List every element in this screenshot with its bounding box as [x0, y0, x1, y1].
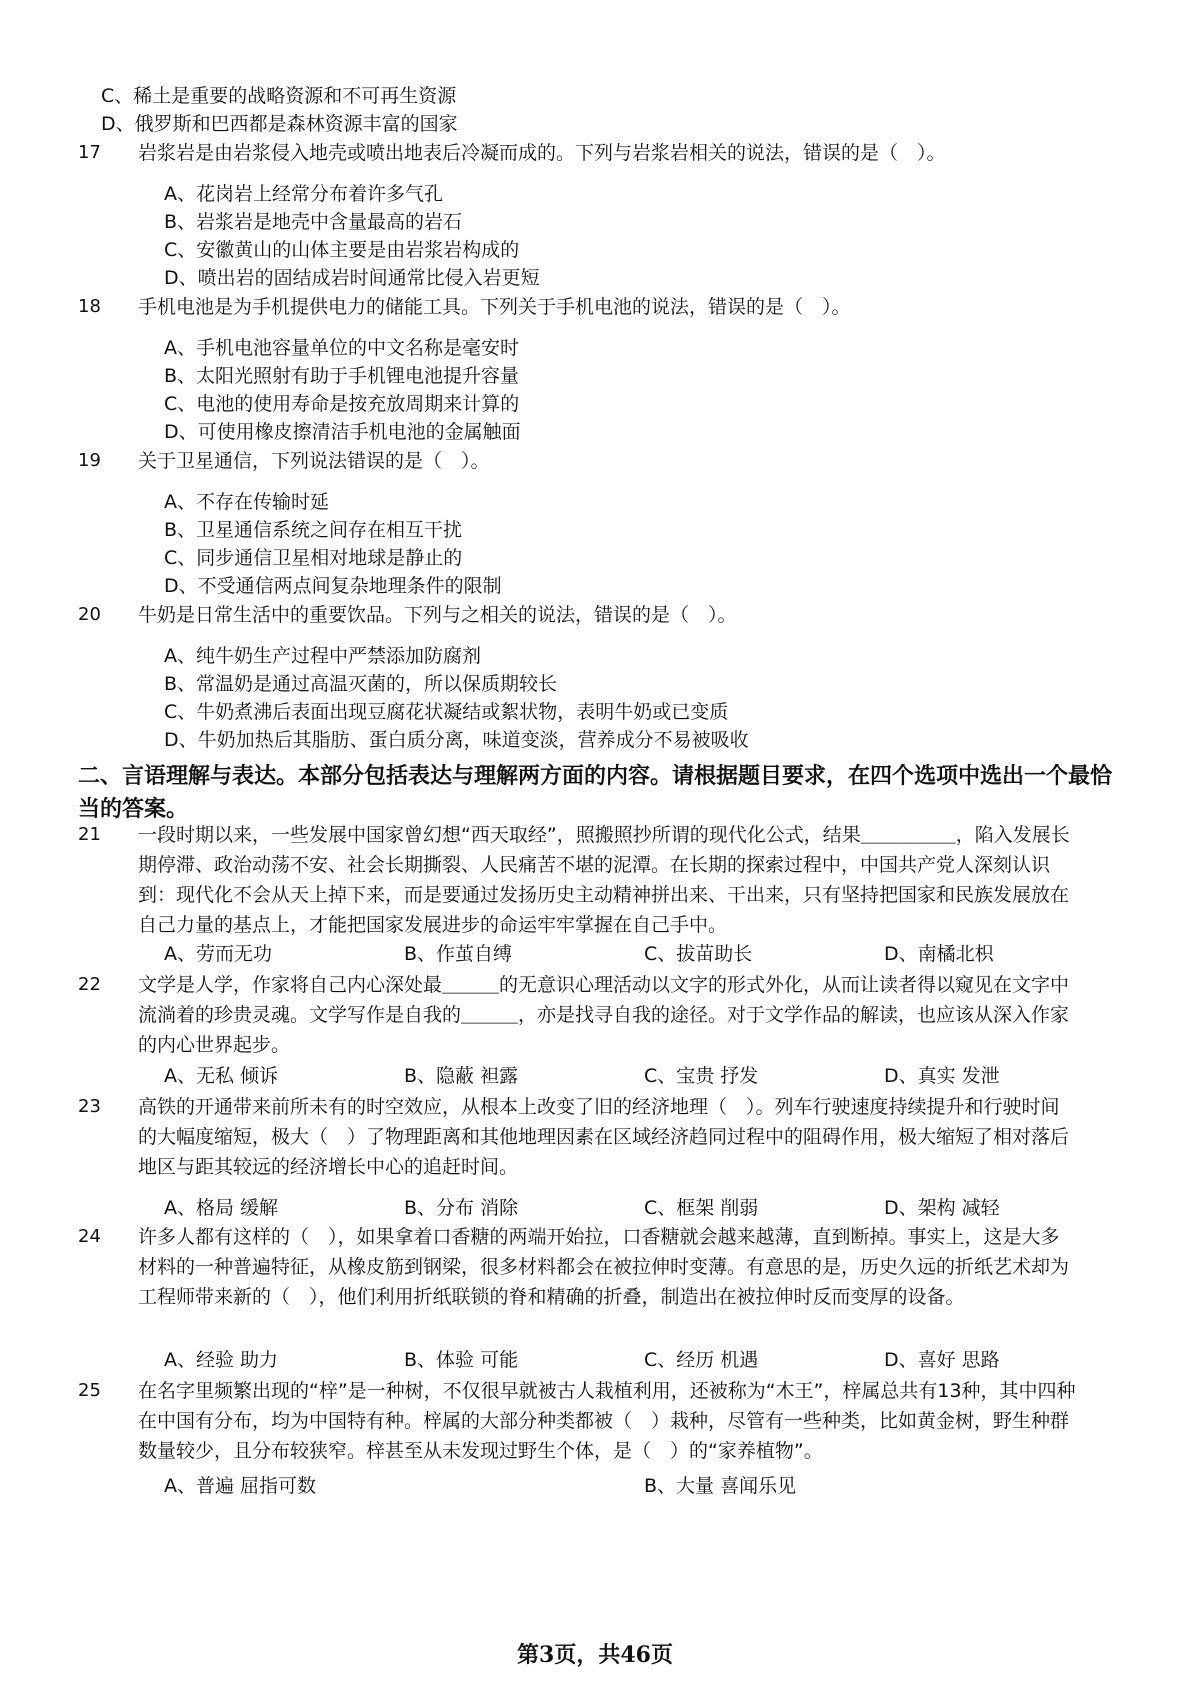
question-number: 22: [78, 974, 101, 995]
question-number: 20: [78, 604, 101, 625]
question-number: 21: [78, 824, 101, 845]
option-b: B、作茧自缚: [404, 943, 513, 965]
option-b: B、体验 可能: [404, 1349, 519, 1371]
option-d: D、牛奶加热后其脂肪、蛋白质分离，味道变淡，营养成分不易被吸收: [164, 729, 749, 751]
question-text: 一段时期以来，一些发展中国家曾幻想“西天取经”，照搬照抄所谓的现代化公式，结果＿＿＿＿＿，陷入发展长期停滞、政治动荡不安、社会长期撕裂、人民痛苦不堪的泥潭。在长期的探索过程中，中国共产党人深刻认识到：现代化不会从天上掉下来，而是要通过发扬历史主动精神拼出来、干出来，只有坚持把国家和民族发展放在自己力量的基点上，才能把国家发展进步的命运牢牢掌握在自己手中。: [138, 824, 1070, 936]
option-b: B、常温奶是通过高温灭菌的，所以保质期较长: [164, 673, 558, 695]
option-c: C、框架 削弱: [644, 1197, 759, 1219]
option-a: A、不存在传输时延: [164, 491, 329, 513]
option-d: D、喜好 思路: [884, 1349, 1000, 1371]
question-text: 许多人都有这样的（ ），如果拿着口香糖的两端开始拉，口香糖就会越来越薄，直到断掉。事实上，这是大多材料的一种普遍特征，从橡皮筋到钢梁，很多材料都会在被拉伸时变薄。有意思的是，历史久远的折纸艺术却为工程师带来新的（ ），他们利用折纸联锁的脊和精确的折叠，制造出在被拉伸时反而变厚的设备。: [138, 1226, 1070, 1308]
option-b: B、卫星通信系统之间存在相互干扰: [164, 519, 463, 541]
option-d: D、可使用橡皮擦清洁手机电池的金属触面: [164, 421, 521, 443]
question-number: 18: [78, 296, 101, 317]
option-d: D、架构 减轻: [884, 1197, 1000, 1219]
option-c: C、拔苗助长: [644, 943, 753, 965]
question-text: 在名字里频繁出现的“梓”是一种树，不仅很早就被古人栽植利用，还被称为“木王”，梓属总共有13种，其中四种在中国有分布，均为中国特有种。梓属的大部分种类都被（ ）栽种，尽管有一些种类，比如黄金树，野生种群数量较少，且分布较狭窄。梓甚至从未发现过野生个体，是（ ）的“家养植物”。: [138, 1380, 1076, 1462]
option-d: D、南橘北枳: [884, 943, 994, 965]
question-text: 文学是人学，作家将自己内心深处最＿＿＿的无意识心理活动以文字的形式外化，从而让读者得以窥见在文字中流淌着的珍贵灵魂。文学写作是自我的＿＿＿，亦是找寻自我的途径。对于文学作品的解读，也应该从深入作家的内心世界起步。: [138, 974, 1070, 1056]
question-text: 关于卫星通信，下列说法错误的是（ ）。: [138, 450, 490, 472]
option-c: C、宝贵 抒发: [644, 1065, 759, 1087]
option-a: A、手机电池容量单位的中文名称是毫安时: [164, 337, 519, 359]
option-c: C、稀土是重要的战略资源和不可再生资源: [101, 85, 457, 107]
question-text: 高铁的开通带来前所未有的时空效应，从根本上改变了旧的经济地理（ ）。列车行驶速度持续提升和行驶时间的大幅度缩短，极大（ ）了物理距离和其他地理因素在区域经济趋同过程中的阻碍作用，极大缩短了相对落后地区与距其较远的经济增长中心的追赶时间。: [138, 1096, 1070, 1178]
option-b: B、分布 消除: [404, 1197, 519, 1219]
option-d: D、真实 发泄: [884, 1065, 1000, 1087]
question-text: 手机电池是为手机提供电力的储能工具。下列关于手机电池的说法，错误的是（ ）。: [138, 296, 851, 318]
option-a: A、无私 倾诉: [164, 1065, 279, 1087]
question-number: 19: [78, 450, 101, 471]
page-number: 第3页，共46页: [517, 1642, 673, 1668]
option-a: A、格局 缓解: [164, 1197, 279, 1219]
option-d: D、不受通信两点间复杂地理条件的限制: [164, 575, 502, 597]
question-number: 24: [78, 1226, 101, 1247]
option-d: D、喷出岩的固结成岩时间通常比侵入岩更短: [164, 267, 540, 289]
option-b: B、太阳光照射有助于手机锂电池提升容量: [164, 365, 520, 387]
option-c: C、经历 机遇: [644, 1349, 759, 1371]
question-text: 牛奶是日常生活中的重要饮品。下列与之相关的说法，错误的是（ ）。: [138, 604, 737, 626]
option-a: A、劳而无功: [164, 943, 272, 965]
option-a: A、普遍 屈指可数: [164, 1475, 317, 1497]
option-a: A、经验 助力: [164, 1349, 279, 1371]
option-c: C、电池的使用寿命是按充放周期来计算的: [164, 393, 520, 415]
option-b: B、大量 喜闻乐见: [644, 1475, 797, 1497]
question-number: 25: [78, 1380, 101, 1401]
option-c: C、牛奶煮沸后表面出现豆腐花状凝结或絮状物，表明牛奶或已变质: [164, 701, 729, 723]
option-a: A、花岗岩上经常分布着许多气孔: [164, 183, 443, 205]
option-b: B、岩浆岩是地壳中含量最高的岩石: [164, 211, 463, 233]
section-heading: 二、言语理解与表达。本部分包括表达与理解两方面的内容。请根据题目要求，在四个选项中选出一个最恰当的答案。: [78, 764, 1113, 822]
question-number: 17: [78, 142, 101, 163]
option-b: B、隐蔽 袒露: [404, 1065, 519, 1087]
option-d: D、俄罗斯和巴西都是森林资源丰富的国家: [101, 113, 458, 135]
question-text: 岩浆岩是由岩浆侵入地壳或喷出地表后冷凝而成的。下列与岩浆岩相关的说法，错误的是（ ）。: [138, 142, 946, 164]
question-number: 23: [78, 1096, 101, 1117]
option-c: C、安徽黄山的山体主要是由岩浆岩构成的: [164, 239, 520, 261]
option-c: C、同步通信卫星相对地球是静止的: [164, 547, 463, 569]
option-a: A、纯牛奶生产过程中严禁添加防腐剂: [164, 645, 481, 667]
